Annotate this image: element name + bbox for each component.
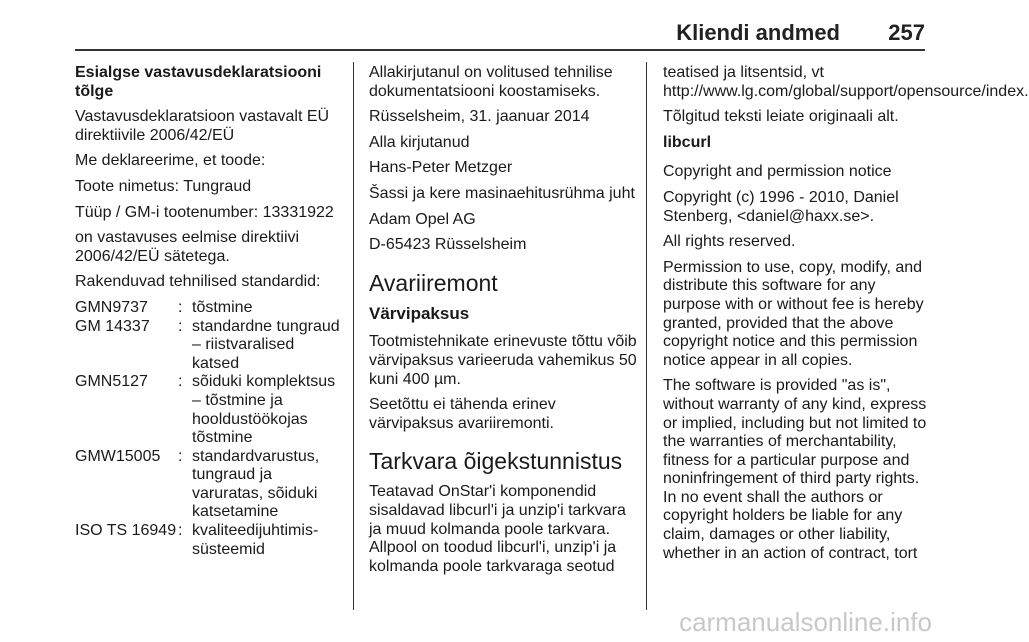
standard-code: GMN9737 xyxy=(75,298,148,316)
paragraph: Alla kirjutanud xyxy=(369,133,470,151)
paragraph: Tootmistehnikate erinevuste tõttu võib värvipaksus varieeruda vahemikus 50 kuni 400 µm. xyxy=(369,333,637,388)
watermark: carmanualsonline.info xyxy=(679,607,932,637)
paragraph: Šassi ja kere masinaehitusrühma juht xyxy=(369,184,635,202)
page-header xyxy=(75,18,925,50)
standard-code: GMW15005 xyxy=(75,447,161,465)
standards-row xyxy=(75,448,340,522)
standard-code: GMN5127 xyxy=(75,373,148,391)
paragraph: Copyright and permission notice xyxy=(663,163,892,181)
paragraph: The software is provided "as is", without warranty of any kind, express or implied, including but not limited to the warranties of merchantability, fitness for a particular purpose and noninfringement of third party rights. In no event shall the authors or copyright holders be liable for any claim, damages or other liability, whether in an action of contract, tort xyxy=(663,377,927,562)
column-divider-1 xyxy=(353,62,354,610)
standard-colon: : xyxy=(178,373,183,391)
paragraph: Rüsselsheim, 31. jaanuar 2014 xyxy=(369,108,590,126)
paragraph: Toote nimetus: Tungraud xyxy=(75,177,252,195)
subsection-heading-varvipaksus: Värvipaksus xyxy=(369,303,470,323)
standard-code: GM 14337 xyxy=(75,317,150,335)
paragraph: on vastavuses eelmise direktiivi 2006/42/EÜ sätetega. xyxy=(75,229,300,265)
libcurl-heading: libcurl xyxy=(663,133,712,151)
standard-colon: : xyxy=(178,447,183,465)
paragraph: teatised ja litsentsid, vt http://www.lg.com/global/support/opensource/index. xyxy=(663,64,1029,100)
paragraph: Me deklareerime, et toode: xyxy=(75,152,266,170)
standard-description: standardne tungraud – riistvaralised katsed xyxy=(192,317,340,372)
standard-description: kvaliteedijuhtimis-süsteemid xyxy=(192,522,319,558)
standards-row xyxy=(75,299,340,318)
section-title: Kliendi andmed xyxy=(676,20,840,45)
paragraph: Tõlgitud teksti leiate originaali alt. xyxy=(663,108,899,126)
standard-colon: : xyxy=(178,522,183,540)
standard-description: tõstmine xyxy=(192,298,253,316)
paragraph: Adam Opel AG xyxy=(369,210,476,228)
standards-table xyxy=(75,299,340,559)
standards-row xyxy=(75,373,340,447)
paragraph: Allakirjutanul on volitused tehnilise dokumentatsiooni koostamiseks. xyxy=(369,64,613,100)
paragraph: Seetõttu ei tähenda erinev värvipaksus avariiremonti. xyxy=(369,396,556,432)
paragraph: Copyright (c) 1996 - 2010, Daniel Stenberg, <daniel@haxx.se>. xyxy=(663,188,899,225)
paragraph: Permission to use, copy, modify, and distribute this software for any purpose with or without fee is hereby granted, provided that the above copyright notice and this permission notice appear in all copies. xyxy=(663,258,924,369)
standard-colon: : xyxy=(178,317,183,335)
paragraph: Vastavusdeklaratsioon vastavalt EÜ direktiivile 2006/42/EÜ xyxy=(75,108,330,144)
column-middle xyxy=(369,64,639,583)
paragraph: D-65423 Rüsselsheim xyxy=(369,236,527,254)
paragraph: Hans-Peter Metzger xyxy=(369,159,513,177)
section-heading-tarkvara: Tarkvara õigekstunnistus xyxy=(369,448,623,475)
declaration-heading: Esialgse vastavusdeklaratsiooni tõlge xyxy=(75,64,322,100)
column-left xyxy=(75,64,340,559)
standard-colon: : xyxy=(178,298,183,316)
section-heading-avariiremont: Avariiremont xyxy=(369,269,498,296)
header-rule xyxy=(75,49,925,51)
column-right xyxy=(663,64,1029,570)
page-number: 257 xyxy=(888,20,925,45)
standard-description: sõiduki komplektsus – tõstmine ja hooldustöökojas tõstmine xyxy=(192,373,336,447)
standard-code: ISO TS 16949 xyxy=(75,522,177,540)
standards-row xyxy=(75,318,340,374)
paragraph: Teatavad OnStar'i komponendid sisaldavad libcurl'i ja unzip'i tarkvara ja muud kolmanda poole tarkvara. Allpool on toodud libcurl'i, unzip'i ja kolmanda poole tarkvaraga seotud xyxy=(369,483,626,575)
column-divider-2 xyxy=(646,62,647,610)
paragraph: All rights reserved. xyxy=(663,233,796,251)
paragraph: Tüüp / GM-i tootenumber: 13331922 xyxy=(75,203,334,221)
standard-description: standardvarustus, tungraud ja varuratas, sõiduki katsetamine xyxy=(192,447,320,521)
standards-row xyxy=(75,522,340,559)
paragraph: Rakenduvad tehnilised standardid: xyxy=(75,273,321,291)
